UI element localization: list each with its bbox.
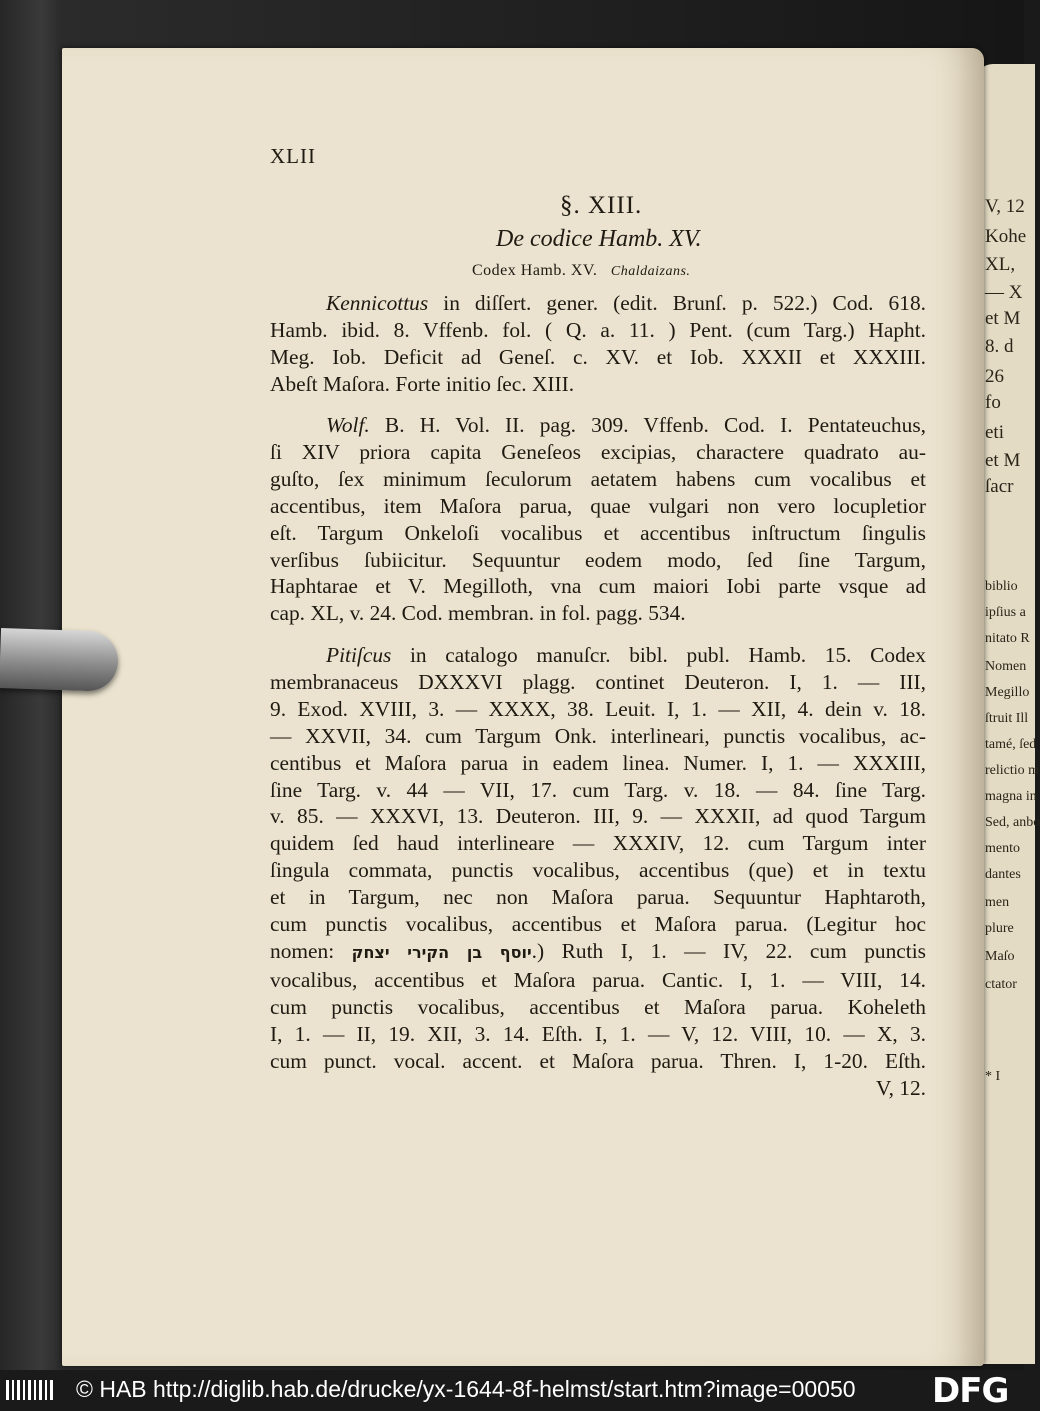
lead-author: Pitiſcus xyxy=(326,643,392,667)
section-number: §. XIII. xyxy=(560,192,643,219)
barcode-icon xyxy=(5,1377,55,1403)
facing-page-fragment: Megillo xyxy=(985,685,1030,700)
text-line xyxy=(270,547,926,574)
facing-page-fragment: magna in xyxy=(985,789,1037,804)
facing-page-fragment: ſtruit Ill xyxy=(985,711,1029,726)
facing-page-fragment: dantes xyxy=(985,867,1021,882)
line-text: in diſſert. gener. (edit. Brunſ. p. 522.) Cod. 618. xyxy=(428,291,926,315)
line-text: cap. XL, v. 24. Cod. membran. in fol. pagg. 534. xyxy=(270,601,686,626)
text-line xyxy=(270,911,926,938)
line-text: in catalogo manuſcr. bibl. publ. Hamb. 15. Codex xyxy=(391,643,926,667)
facing-page-fragment: * I xyxy=(985,1069,1001,1084)
hebrew-name: יוסף בן הקירי יצחק xyxy=(351,942,532,962)
text-line xyxy=(270,967,926,994)
line-text: vocalibus, accentibus et Maſora parua. Cantic. I, 1. — VIII, 14. xyxy=(270,967,926,992)
line-text: 9. Exod. XVIII, 3. — XXXX, 38. Leuit. I, 1. — XII, 4. dein v. 18. xyxy=(270,696,926,721)
line-text: Abeſt Maſora. Forte initio ſec. XIII. xyxy=(270,371,575,396)
line-text: et in Targum, nec non Maſora parua. Sequuntur Haphtaroth, xyxy=(270,885,926,910)
facing-page-fragment: eti xyxy=(985,422,1004,443)
text-line xyxy=(270,696,926,723)
line-text: eſt. Targum Onkeloſi vocalibus et accentibus inſtructum ſingulis xyxy=(270,520,926,545)
text-line xyxy=(270,600,926,627)
line-text: cum punctis vocalibus, accentibus et Maſora parua. Koheleth xyxy=(270,994,926,1019)
facing-page-fragment: Sed, anbo xyxy=(985,815,1040,830)
text-line xyxy=(270,290,926,317)
facing-page-fragment: et M xyxy=(985,450,1021,471)
section-subheading xyxy=(472,262,690,280)
line-text: .) Ruth I, 1. — IV, 22. cum punctis xyxy=(531,938,927,963)
line-text: ſingula commata, punctis vocalibus, accentibus (que) et in textu xyxy=(270,858,926,883)
text-line xyxy=(270,317,926,344)
facing-page-fragment: ſacr xyxy=(985,476,1014,497)
facing-page xyxy=(975,64,1040,1364)
text-line xyxy=(270,642,926,669)
facing-page-fragment: nitato R xyxy=(985,631,1030,646)
text-line xyxy=(270,803,926,830)
text-line xyxy=(270,439,926,466)
subheading-italic: Chaldaizans. xyxy=(610,264,691,279)
line-text: Meg. Iob. Deficit ad Geneſ. c. XV. et Iob. XXXII et XXXIII. xyxy=(270,344,926,369)
footer-bar xyxy=(0,1370,1024,1410)
line-text: cum punctis vocalibus, accentibus et Maſora parua. (Legitur hoc xyxy=(270,912,926,937)
line-text: — XXVII, 34. cum Targum Onk. interlineari, punctis vocalibus, ac- xyxy=(270,723,926,748)
line-text: nomen: xyxy=(270,938,352,963)
text-line xyxy=(270,466,926,493)
section-heading: De codice Hamb. XV. xyxy=(496,226,702,252)
line-text: accentibus, item Maſora parua, quae vulgari non vero locupletior xyxy=(270,493,926,518)
paragraph-wolf xyxy=(270,412,926,627)
text-line xyxy=(270,994,926,1021)
facing-page-fragment: ipſius a xyxy=(985,605,1026,620)
text-line xyxy=(270,520,926,547)
paragraph-pitiscus xyxy=(270,642,926,1101)
facing-page-fragment: 8. d xyxy=(985,336,1014,357)
line-text: V, 12. xyxy=(875,1075,926,1100)
text-line xyxy=(270,777,926,804)
running-head: XLII xyxy=(270,144,316,168)
paragraph-kennicottus xyxy=(270,290,926,398)
facing-page-fragment: mento xyxy=(985,841,1020,856)
facing-page-fragment: — X xyxy=(985,282,1023,303)
text-line xyxy=(270,493,926,520)
line-text: quidem ſed haud interlineare — XXXIV, 12. cum Targum inter xyxy=(270,831,926,856)
text-line xyxy=(270,938,926,967)
line-text: cum punct. vocal. accent. et Maſora parua. Thren. I, 1-20. Eſth. xyxy=(270,1048,926,1073)
line-text: verſibus ſubiicitur. Sequuntur eodem modo, ſed ſine Targum, xyxy=(270,547,926,572)
copyright-url[interactable]: © HAB http://diglib.hab.de/drucke/yx-1644-8f-helmst/start.htm?image=00050 xyxy=(76,1376,856,1402)
facing-page-fragment: 26 xyxy=(985,366,1004,387)
facing-page-fragment: XL, xyxy=(985,254,1016,275)
facing-page-fragment: Nomen xyxy=(985,659,1027,674)
dfg-logo: DFG xyxy=(932,1371,1009,1411)
line-text: centibus et Maſora parua in eadem linea. Numer. I, 1. — XXXIII, xyxy=(270,750,926,775)
facing-page-fragment: V, 12 xyxy=(985,196,1025,217)
text-line xyxy=(270,1048,926,1075)
lead-author: Wolf. xyxy=(326,413,370,437)
text-line xyxy=(270,371,926,398)
facing-page-fragment: Kohe xyxy=(985,226,1027,247)
lead-author: Kennicottus xyxy=(326,291,429,315)
text-line xyxy=(270,573,926,600)
line-text: ſi XIV priora capita Geneſeos excipias, charactere quadrato au- xyxy=(270,439,926,464)
line-text: v. 85. — XXXVI, 13. Deuteron. III, 9. — XXXII, ad quod Targum xyxy=(270,804,926,829)
facing-page-fragment: ctator xyxy=(985,977,1017,992)
line-text: guſto, ſex minimum ſeculorum aetatem habens cum vocalibus et xyxy=(270,466,926,491)
text-line xyxy=(270,830,926,857)
text-line xyxy=(270,1075,926,1102)
facing-page-fragment: fo xyxy=(985,392,1001,413)
page-clip xyxy=(0,628,119,692)
text-line xyxy=(270,723,926,750)
text-line xyxy=(270,1021,926,1048)
text-line xyxy=(270,669,926,696)
text-line xyxy=(270,412,926,439)
text-line xyxy=(270,884,926,911)
facing-page-fragment: tamé, ſed xyxy=(985,737,1037,752)
facing-page-fragment: et M xyxy=(985,308,1021,329)
text-line xyxy=(270,857,926,884)
line-text: ſine Targ. v. 44 — VII, 17. cum Targ. v. 18. — 84. ſine Targ. xyxy=(270,777,926,802)
line-text: I, 1. — II, 19. XII, 3. 14. Eſth. I, 1. — V, 12. VIII, 10. — X, 3. xyxy=(270,1021,926,1046)
facing-page-fragment: Maſo xyxy=(985,949,1015,964)
line-text: Haphtarae et V. Megilloth, vna cum maiori Iobi parte vsque ad xyxy=(270,574,926,599)
facing-page-fragment: relictio m xyxy=(985,763,1040,778)
line-text: Hamb. ibid. 8. Vffenb. fol. ( Q. a. 11. ) Pent. (cum Targ.) Hapht. xyxy=(270,317,926,342)
facing-page-fragment: men xyxy=(985,895,1010,910)
facing-page-fragment: plure xyxy=(985,921,1014,936)
line-text: B. H. Vol. II. pag. 309. Vffenb. Cod. I. Pentateuchus, xyxy=(369,413,926,437)
line-text: membranaceus DXXXVI plagg. continet Deuteron. I, 1. — III, xyxy=(270,669,926,694)
text-line xyxy=(270,750,926,777)
text-line xyxy=(270,344,926,371)
subheading-text: Codex Hamb. XV. xyxy=(472,262,598,279)
facing-page-fragment: biblio xyxy=(985,579,1018,594)
